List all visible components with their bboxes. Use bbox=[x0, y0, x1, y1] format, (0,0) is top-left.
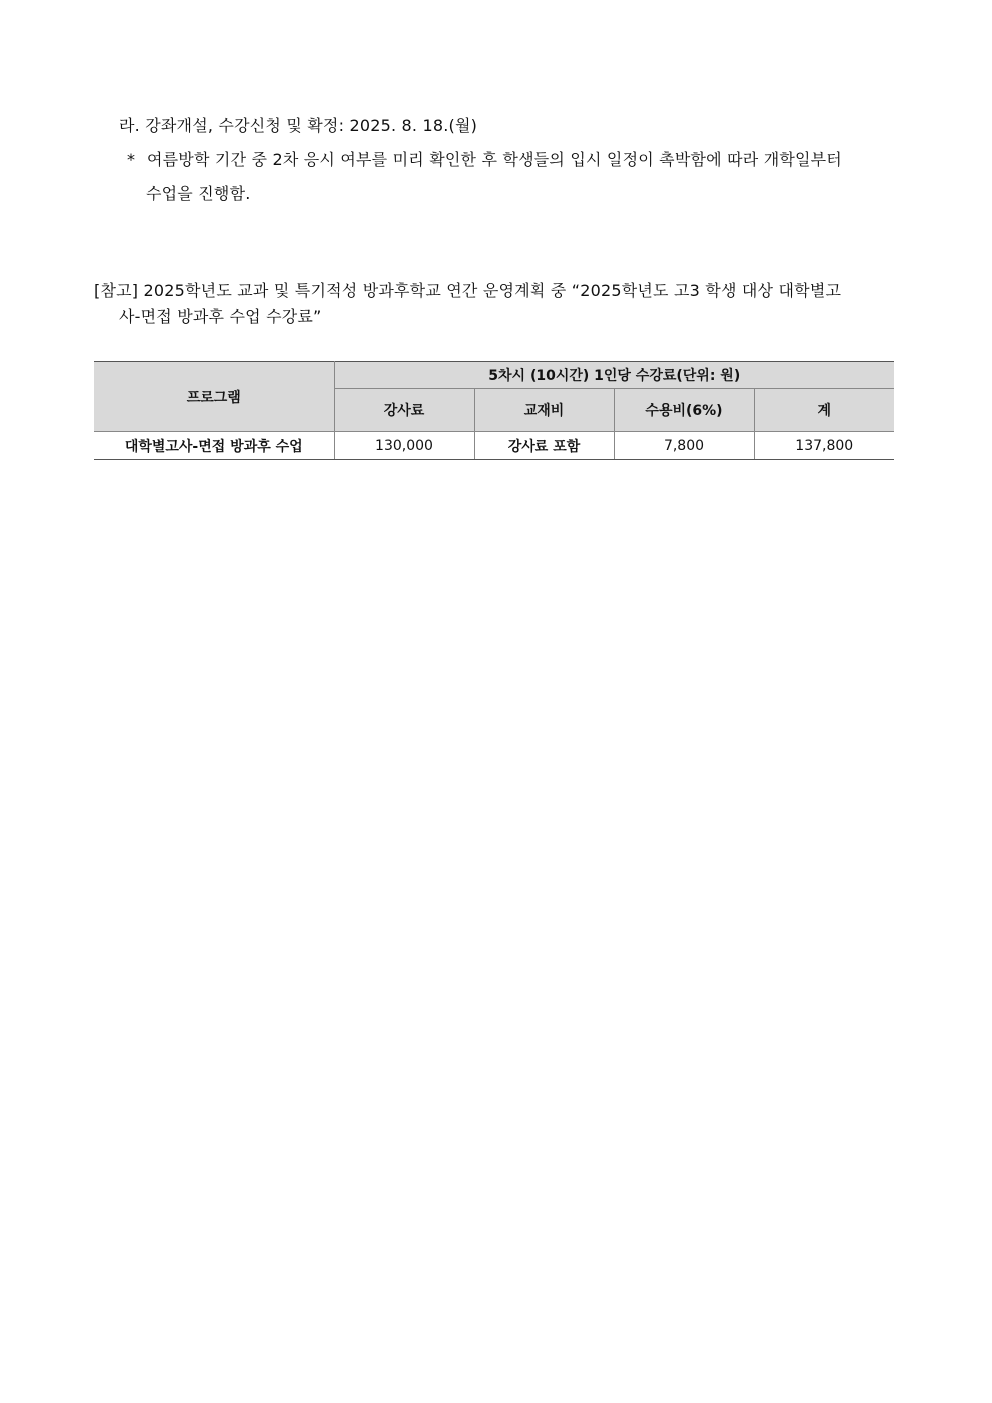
cell-instructor-fee: 130,000 bbox=[334, 432, 474, 460]
cell-textbook-fee: 강사료 포함 bbox=[474, 432, 614, 460]
fee-table bbox=[94, 361, 894, 460]
header-program: 프로그램 bbox=[94, 362, 334, 432]
note-text-2: 수업을 진행함. bbox=[146, 184, 251, 203]
cell-program: 대학별고사-면접 방과후 수업 bbox=[94, 432, 334, 460]
cell-supplies-fee: 7,800 bbox=[614, 432, 754, 460]
reference-line-1: [참고] 2025학년도 교과 및 특기적성 방과후학교 연간 운영계획 중 “2025학년도 고3 학생 대상 대학별고 bbox=[94, 281, 842, 300]
cell-total: 137,800 bbox=[754, 432, 894, 460]
item-ra-schedule: 라. 강좌개설, 수강신청 및 확정: 2025. 8. 18.(월) bbox=[119, 116, 478, 135]
note-marker: * bbox=[127, 150, 136, 169]
header-textbook-fee: 교재비 bbox=[474, 389, 614, 432]
table-row bbox=[94, 432, 894, 460]
header-fee-group: 5차시 (10시간) 1인당 수강료(단위: 원) bbox=[334, 362, 894, 389]
header-instructor-fee: 강사료 bbox=[334, 389, 474, 432]
note-text-1: 여름방학 기간 중 2차 응시 여부를 미리 확인한 후 학생들의 입시 일정이 촉박함에 따라 개학일부터 bbox=[147, 150, 842, 169]
table-header-row-1 bbox=[94, 362, 894, 389]
note-line-1 bbox=[127, 149, 842, 171]
header-supplies-fee: 수용비(6%) bbox=[614, 389, 754, 432]
reference-line-2: 사-면접 방과후 수업 수강료” bbox=[119, 307, 322, 326]
header-total: 계 bbox=[754, 389, 894, 432]
